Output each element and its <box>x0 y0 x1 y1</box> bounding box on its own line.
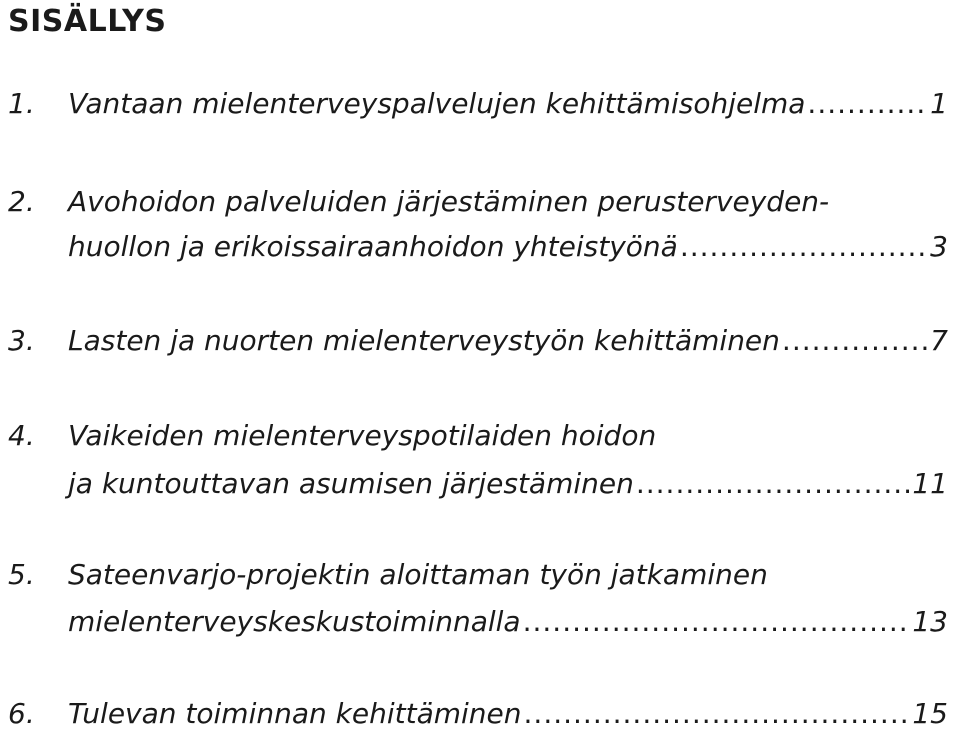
dot-leader <box>782 319 928 363</box>
toc-page-number: 3 <box>930 230 948 263</box>
toc-page-number: 13 <box>912 605 948 638</box>
toc-entry-title: Avohoidon palveluiden järjestäminen perusterveyden- <box>68 185 830 218</box>
toc-entry-title-continued: huollon ja erikoissairaanhoidon yhteistyönä <box>68 230 678 263</box>
toc-entry-leader-row <box>68 600 948 644</box>
toc-entry-1 <box>0 82 960 126</box>
toc-entry-title: Tulevan toiminnan kehittäminen <box>68 697 522 730</box>
toc-page-number: 11 <box>912 467 948 500</box>
toc-entry-leader-row <box>68 225 948 269</box>
toc-entry-number: 6. <box>8 697 35 730</box>
dot-leader <box>524 692 911 736</box>
toc-entry-3 <box>0 319 960 363</box>
toc-entry-5 <box>0 553 960 597</box>
toc-entry-title-continued: mielenterveyskeskustoiminnalla <box>68 605 521 638</box>
toc-entry-number: 3. <box>8 324 35 357</box>
toc-entry-number: 5. <box>8 558 35 591</box>
dot-leader <box>680 225 928 269</box>
toc-entry-4 <box>0 414 960 458</box>
dot-leader <box>523 600 911 644</box>
toc-entry-number: 2. <box>8 185 35 218</box>
toc-entry-title: Lasten ja nuorten mielenterveystyön kehittäminen <box>68 324 780 357</box>
toc-page-number: 1 <box>930 87 948 120</box>
toc-entry-title: Vantaan mielenterveyspalvelujen kehittämisohjelma <box>68 87 806 120</box>
toc-entry-title: Vaikeiden mielenterveyspotilaiden hoidon <box>68 419 657 452</box>
toc-page-number: 7 <box>930 324 948 357</box>
page-title: SISÄLLYS <box>8 4 167 39</box>
toc-entry-2 <box>0 180 960 224</box>
dot-leader <box>807 82 928 126</box>
toc-entry-6 <box>0 692 960 736</box>
toc-entry-leader-row <box>68 462 948 506</box>
toc-entry-leader-row <box>68 319 948 363</box>
toc-entry-leader-row <box>68 692 948 736</box>
toc-entry-5-continued <box>0 600 960 644</box>
toc-entry-2-continued <box>0 225 960 269</box>
toc-entry-4-continued <box>0 462 960 506</box>
toc-entry-number: 1. <box>8 87 35 120</box>
toc-entry-number: 4. <box>8 419 35 452</box>
toc-entry-title-continued: ja kuntouttavan asumisen järjestäminen <box>68 467 634 500</box>
toc-page-number: 15 <box>912 697 948 730</box>
toc-entry-leader-row <box>68 82 948 126</box>
toc-entry-title: Sateenvarjo-projektin aloittaman työn jatkaminen <box>68 558 768 591</box>
dot-leader <box>636 462 911 506</box>
